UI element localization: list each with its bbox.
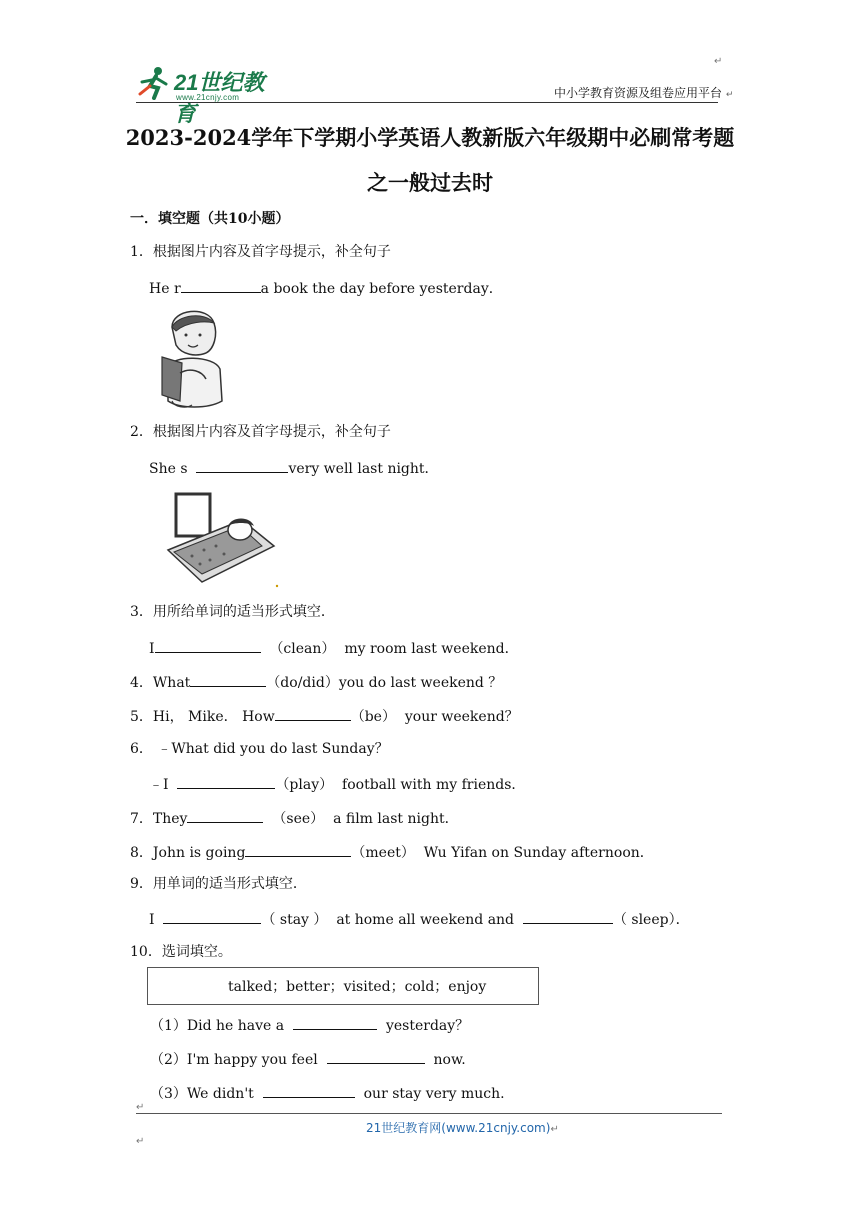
section-heading: 一．填空题（共10小题） xyxy=(130,211,290,227)
answer-blank[interactable] xyxy=(196,458,288,473)
question-3-instruction: 3．用所给单词的适当形式填空． xyxy=(130,604,335,620)
girl-sleeping-illustration xyxy=(162,490,280,588)
boy-reading-illustration xyxy=(158,305,230,411)
answer-blank[interactable] xyxy=(181,278,261,293)
paragraph-mark: ↵ xyxy=(714,56,723,67)
answer-blank[interactable] xyxy=(190,672,266,687)
paragraph-mark: ↵ xyxy=(136,1136,145,1147)
platform-label: 中小学教育资源及组卷应用平台 ↵ xyxy=(554,86,734,100)
question-6-line2: ﹣I （play） football with my friends． xyxy=(149,774,525,794)
logo-text: 21世纪教育 xyxy=(174,70,265,126)
answer-blank[interactable] xyxy=(187,808,263,823)
question-9-instruction: 9．用单词的适当形式填空． xyxy=(130,876,307,892)
question-1-instruction: 1．根据图片内容及首字母提示，补全句子 xyxy=(130,244,391,260)
page-subtitle: 之一般过去时 xyxy=(367,170,493,195)
word-bank-box: talked；better；visited；cold；enjoy xyxy=(147,967,539,1005)
answer-blank[interactable] xyxy=(327,1049,425,1064)
footer-source: 21世纪教育网(www.21cnjy.com)↵ xyxy=(366,1121,559,1135)
question-2-sentence: She s very well last night． xyxy=(149,458,439,478)
answer-blank[interactable] xyxy=(155,638,261,653)
answer-blank[interactable] xyxy=(163,909,261,924)
runner-logo-icon xyxy=(136,66,172,100)
answer-blank[interactable] xyxy=(523,909,613,924)
footer-divider xyxy=(136,1113,722,1114)
question-1-sentence: He r a book the day before yesterday． xyxy=(149,278,503,298)
question-4: 4．What （do/did）you do last weekend ？ xyxy=(130,672,502,692)
question-10-instruction: 10．选词填空。 xyxy=(130,944,232,960)
question-7: 7．They （see） a film last night． xyxy=(130,808,459,828)
question-10-item-2: （2）I'm happy you feel now. xyxy=(150,1049,466,1069)
question-2-instruction: 2．根据图片内容及首字母提示，补全句子 xyxy=(130,424,391,440)
answer-blank[interactable] xyxy=(275,706,351,721)
answer-blank[interactable] xyxy=(293,1015,377,1030)
question-3-sentence: I （clean） my room last weekend． xyxy=(149,638,519,658)
question-9-sentence: I （ stay ） at home all weekend and （ sleep）． xyxy=(149,909,690,929)
question-10-item-3: （3）We didn't our stay very much. xyxy=(150,1083,505,1103)
paragraph-mark: ↵ xyxy=(136,1102,145,1113)
page-title: 2023-2024学年下学期小学英语人教新版六年级期中必刷常考题 xyxy=(125,125,735,150)
header-divider xyxy=(136,102,718,103)
question-10-item-1: （1）Did he have a yesterday？ xyxy=(150,1015,469,1035)
question-6-line1: 6． ﹣What did you do last Sunday？ xyxy=(130,741,389,757)
answer-blank[interactable] xyxy=(263,1083,355,1098)
question-8: 8．John is going （meet） Wu Yifan on Sunday afternoon． xyxy=(130,842,654,862)
question-5: 5．Hi， Mike． How （be） your weekend？ xyxy=(130,706,519,726)
answer-blank[interactable] xyxy=(245,842,351,857)
site-logo xyxy=(136,64,278,126)
logo-url: www.21cnjy.com xyxy=(176,93,240,102)
answer-blank[interactable] xyxy=(177,774,275,789)
